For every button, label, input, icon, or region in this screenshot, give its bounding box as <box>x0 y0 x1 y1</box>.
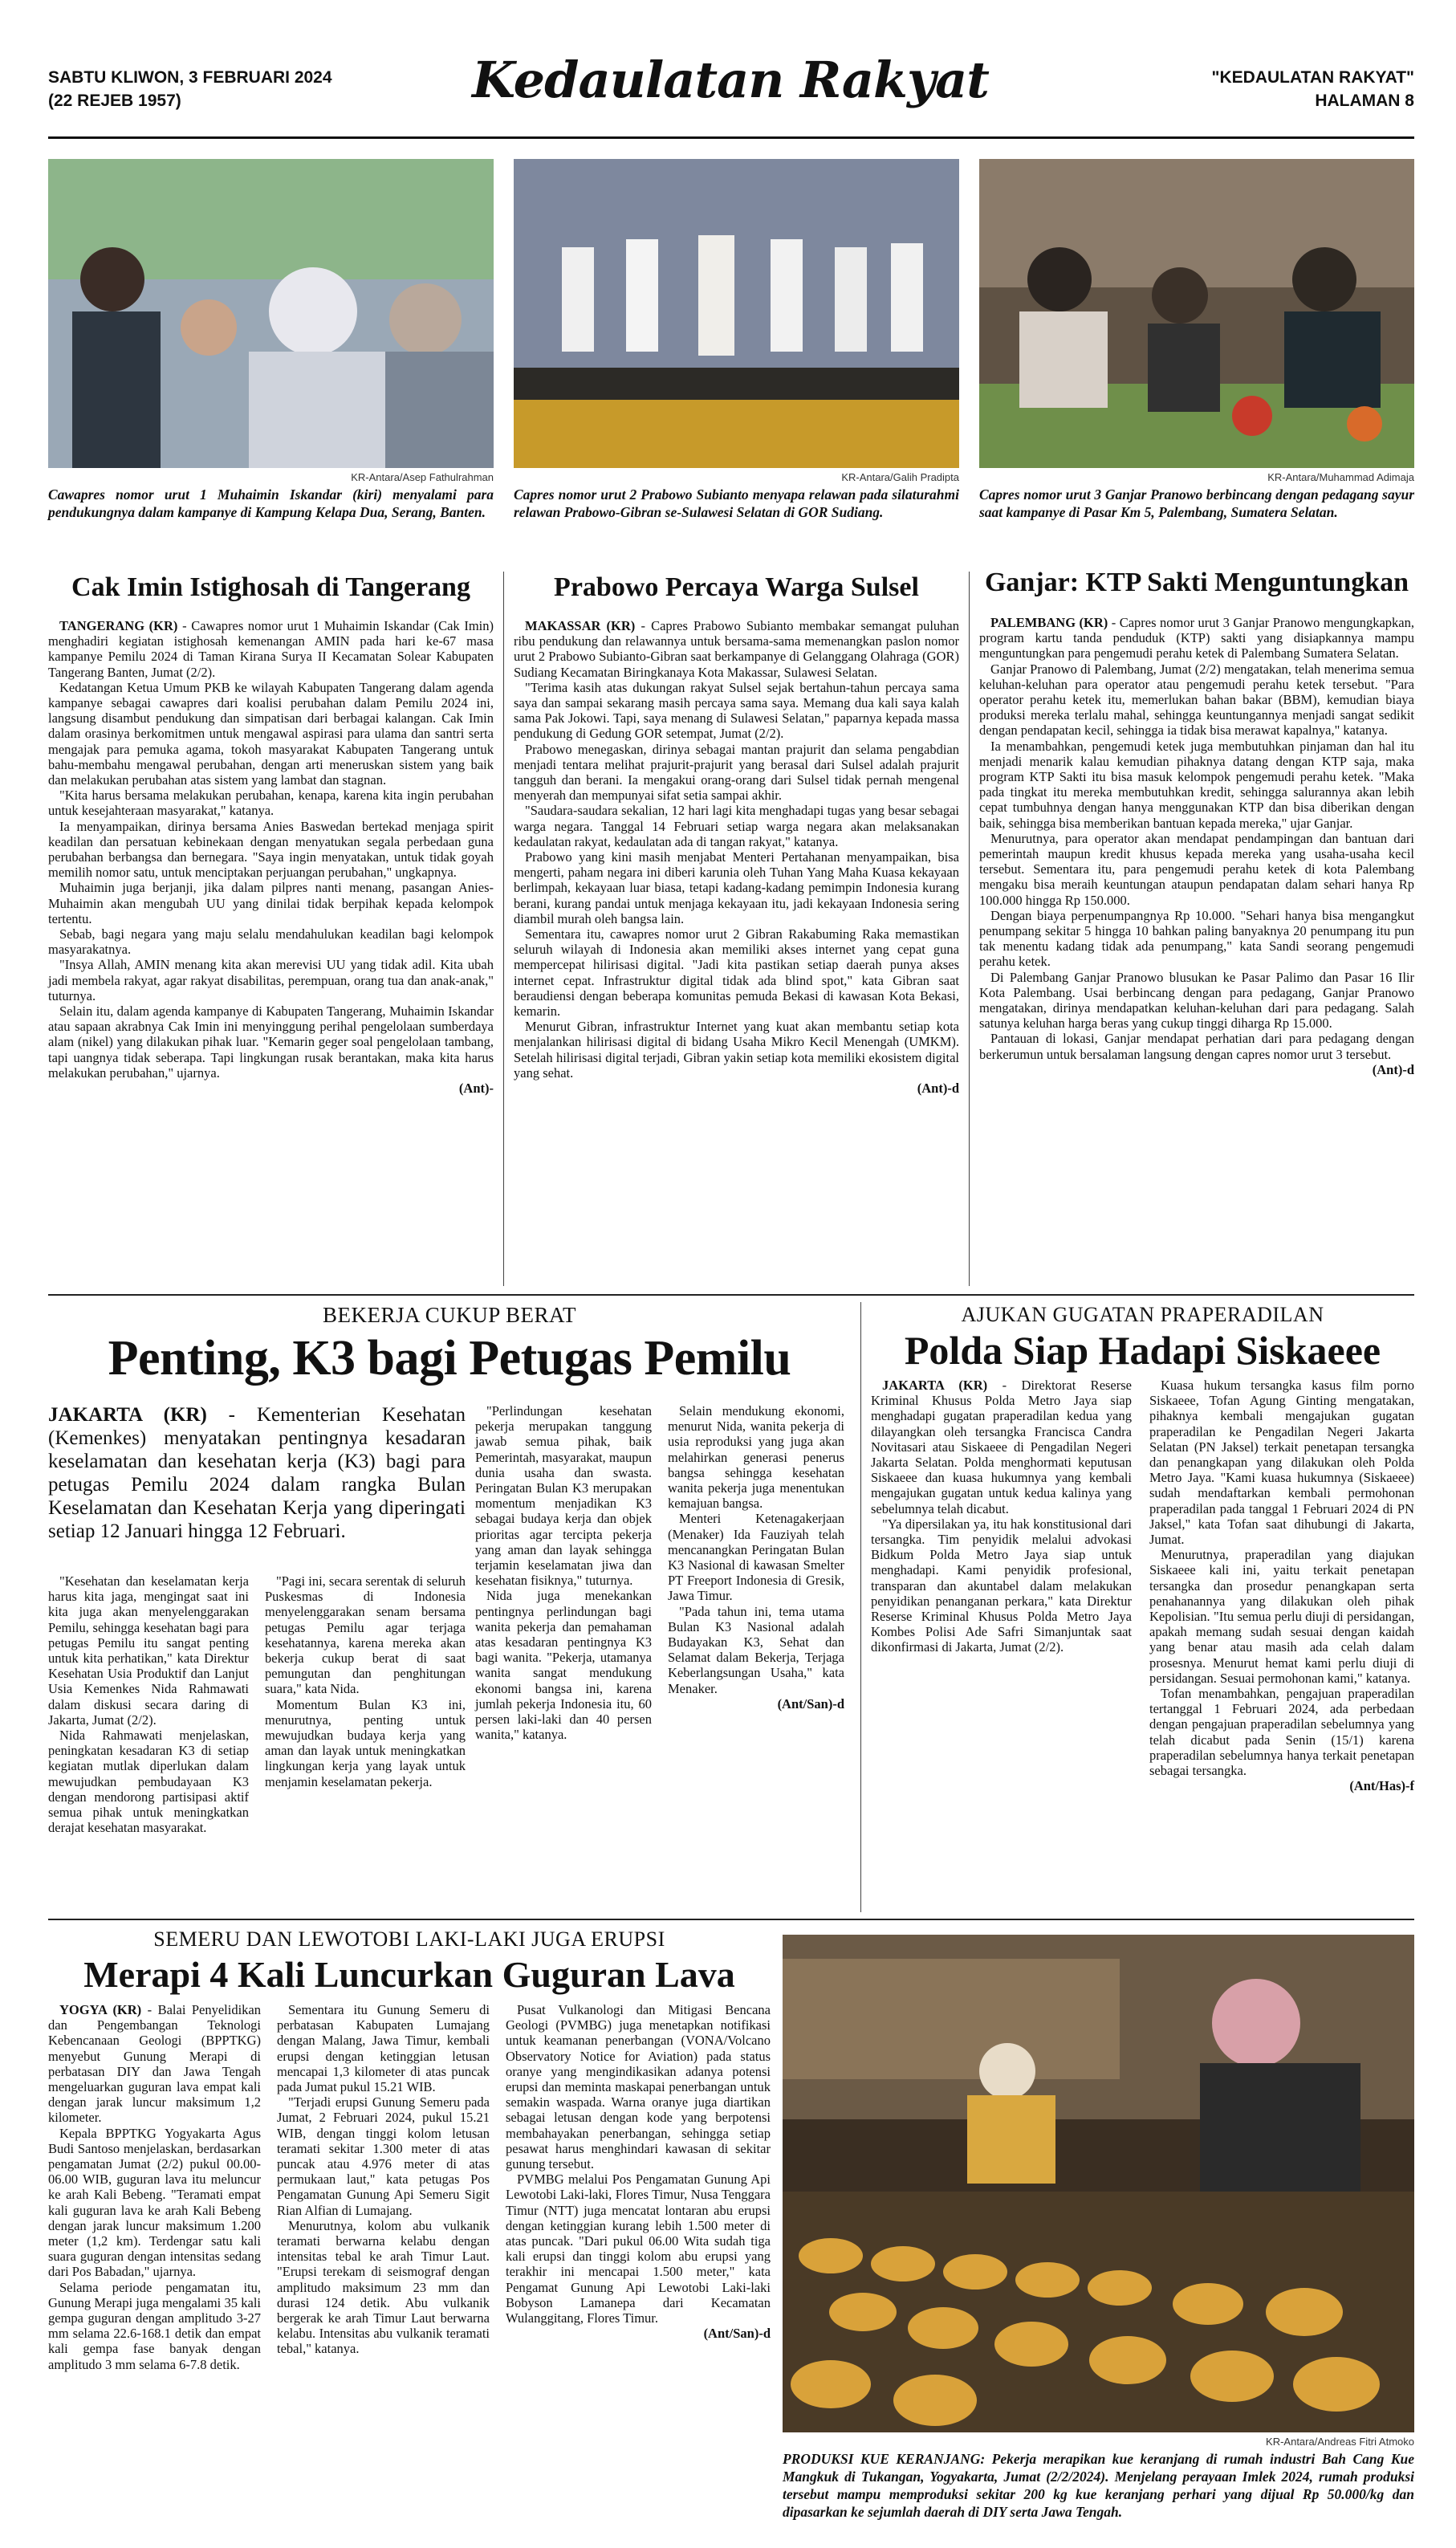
paragraph: Menurutnya, para operator akan mendapat pendampingan dan bantuan dari pemerintah maupun kredit khusus kepada mereka yang usaha-usaha kecil tersebut. Sementara itu, para pengemudi perahu ketek di kota Palembang mengaku bisa meraih keuntungan ataupun pendapatan dalam sehari hanya Rp 100.000 hingga Rp 150.000. <box>979 830 1414 908</box>
lede-text: - Kementerian Kesehatan (Kemenkes) menyatakan pentingnya kesadaran keselamatan dan kesehatan kerja (K3) bagi para petugas Pemilu 2024 dalam rangka Bulan Keselamatan dan Kesehatan Kerja yang diperingati setiap 12 Januari hingga 12 Februari. <box>48 1404 466 1542</box>
k3-col-2 <box>265 1573 466 1789</box>
paragraph: Pusat Vulkanologi dan Mitigasi Bencana Geologi (PVMBG) juga menetapkan notifikasi untuk keamanan penerbangan (VONA/Volcano Observatory Notice for Aviation) pada status oranye yang mengindikasikan adanya potensi erupsi dan meminta maskapai penerbangan untuk semakin waspada. Warna oranye juga diartikan sebagai letusan dengan kode yang berpotensi membahayakan penerbangan, sehingga setiap pesawat harus menghindari kawasan di sekitar gunung tersebut. <box>506 2002 771 2172</box>
paragraph: - Capres Prabowo Subianto membakar semangat puluhan ribu pendukung dan relawannya untuk bersama-sama memenangkan paslon nomor urut 2 Prabowo Subianto-Gibran saat berkampanye di Gelanggang Olahraga (GOR) Sudiang Kecamatan Biringkanaya Kota Makassar, Sulawesi Selatan. <box>514 618 959 680</box>
paragraph: - Capres nomor urut 3 Ganjar Pranowo mengungkapkan, program kartu tanda penduduk (KTP) sakti yang disiapkannya mampu menguntungkan para pengemudi perahu ketek di Palembang Sumatera Selatan. <box>979 615 1415 661</box>
paragraph: Sementara itu, cawapres nomor urut 2 Gibran Rakabuming Raka memastikan seluruh wilayah di Indonesia akan memiliki akses internet yang cepat guna mempercepat hilirisasi digital. "Jadi kita pastikan setiap daerah punya akses internet cepat. Infrastruktur digital tidak ada blind spot," kata Gibran saat beraudiensi dengan beberapa komunitas pemuda Bekasi di kawasan Kota Bekasi, kemarin. <box>514 926 959 1020</box>
paragraph: Momentum Bulan K3 ini, menurutnya, penting untuk mewujudkan budaya kerja yang aman dan layak untuk meningkatkan lingkungan kerja yang layak untuk menjamin keselamatan pekerja. <box>265 1696 466 1789</box>
paragraph: PVMBG melalui Pos Pengamatan Gunung Api Lewotobi Laki-laki, Flores Timur, Nusa Tenggara Timur (NTT) juga mencatat lontaran abu erupsi dengan ketinggian kurang lebih 1.500 meter di atas puncak. "Dari pukul 06.00 Wita sudah tiga kali erupsi dan tinggi kolom abu erupsi yang terakhir ini mencapai 1.500 meter," kata Pengamat Gunung Api Lewotobi Laki-laki Bobyson Lamanepa dari Kecamatan Wulanggitang, Flores Timur. <box>506 2171 771 2326</box>
photo-caption: Capres nomor urut 3 Ganjar Pranowo berbincang dengan pedagang sayur saat kampanye di Pasar Km 5, Palembang, Sumatera Selatan. <box>979 486 1414 520</box>
paragraph: Dengan biaya perpenumpangnya Rp 10.000. "Sehari hanya bisa mengangkut penumpang sekitar 5 hingga 10 bahkan paling banyaknya 20 penumpang itu pun tak menentu kadang tidak ada penumpang," kata Sandi seorang pengemudi perahu ketek. <box>979 907 1414 970</box>
dateline: MAKASSAR (KR) <box>525 618 636 633</box>
dateline: JAKARTA (KR) <box>48 1404 207 1426</box>
polda-col-2 <box>1149 1378 1414 1793</box>
paragraph: - Cawapres nomor urut 1 Muhaimin Iskandar (Cak Imin) menghadiri kegiatan istighosah kemenangan AMIN pada hari ke-67 masa kampanye Pemilu 2024 di Taman Kirana Surya II Kecamatan Solear Kabupaten Tangerang Banten, Jumat (2/2). <box>48 618 494 680</box>
bakery-image <box>783 1935 1414 2432</box>
edition-date <box>48 66 385 112</box>
paragraph: Prabowo yang kini masih menjabat Menteri Pertahanan menyampaikan, bisa mengerti, paham negara ini diberi karunia oleh Tuhan Yang Maha Kuasa kekayaan berlimpah, kekayaan luar biasa, tetapi kadang-kadang pemimpin Indonesia kurang berani, kurang pandai untuk menjaga kekayaan itu, jadi kekayaan Indonesia sering diambil murah oleh bangsa lain. <box>514 849 959 926</box>
photo-credit: KR-Antara/Muhammad Adimaja <box>1267 471 1414 483</box>
signoff: (Ant)-d <box>1372 1061 1414 1077</box>
photo-credit: KR-Antara/Asep Fathulrahman <box>351 471 494 483</box>
paragraph: - Balai Penyelidikan dan Pengembangan Teknologi Kebencanaan Geologi (BPPTKG) menyebut Gunung Merapi di perbatasan DIY dan Jawa Tengah mengeluarkan guguran lava empat kali dengan jarak luncur maksimum 1,2 kilometer. <box>48 2002 262 2126</box>
kicker-merapi: SEMERU DAN LEWOTOBI LAKI-LAKI JUGA ERUPSI <box>153 1927 665 1951</box>
paragraph: Menurutnya, praperadilan yang diajukan Siskaeee kali ini, yaitu terkait penetapan tersangka dan prosedur penangkapan serta penahanannya yang dilakukan oleh pihak Kepolisian. "Itu semua perlu diuji di persidangan, apakah memang sudah sesuai dengan kaidah yang benar atau masih ada celah dalam prosesnya. Menurut hemat kami perlu diuji di persidangan. Sesuai permohonan kami," katanya. <box>1149 1547 1414 1686</box>
paragraph: Muhaimin juga berjanji, jika dalam pilpres nanti menang, pasangan Anies-Muhaimin akan mengubah UU yang dinilai tidak berpihak kepada kelompok tertentu. <box>48 880 494 926</box>
paragraph: Kedatangan Ketua Umum PKB ke wilayah Kabupaten Tangerang dalam agenda kampanye sebagai cawapres dari koalisi perubahan dalam Pemilu 2024 ini, langsung disambut pendukung dan simpatisan dari berbagai kalangan. Cak Imin dalam orasinya berkomitmen untuk mengawal aspirasi para ulama dan santri serta mengajak para pemuka agama, tokoh masyarakat Kabupaten Tangerang untuk bahu-membahu mengawal perubahan, dengan arti meneruskan sistem yang baik dan melakukan perubahan atas sistem yang lambat dan stagnan. <box>48 679 494 788</box>
date-line: SABTU KLIWON, 3 FEBRUARI 2024 <box>48 68 332 87</box>
paragraph: Sementara itu Gunung Semeru di perbatasan Kabupaten Lumajang dengan Malang, Jawa Timur, kembali erupsi dengan ketinggian letusan mencapai 1,3 kilometer di atas puncak pada Jumat pukul 15.21 WIB. <box>277 2002 490 2095</box>
photo-kue-keranjang <box>783 1935 1414 2432</box>
dateline: TANGERANG (KR) <box>59 618 178 633</box>
paragraph: Selama periode pengamatan itu, Gunung Merapi juga mengalami 35 kali gempa guguran dengan amplitudo 3-27 mm selama 22.6-168.1 detik dan empat kali gempa fase banyak dengan amplitudo 3 mm selama 6-7.8 detik. <box>48 2279 261 2372</box>
dateline: PALEMBANG (KR) <box>990 615 1108 630</box>
page-info <box>1043 66 1414 112</box>
photo-caption: PRODUKSI KUE KERANJANG: Pekerja merapikan kue keranjang di rumah industri Bah Cang Kue Mangkuk di Tukangan, Yogyakarta, Jumat (2/2/2024). Menjelang perayaan Imlek 2024, rumah produksi tersebut mampu memproduksi sekitar 200 kg kue keranjang perhari yang dijual Rp 50.000/kg dan dipasarkan ke sejumlah daerah di DIY serta Jawa Tengah. <box>783 2451 1414 2520</box>
paragraph: Prabowo menegaskan, dirinya sebagai mantan prajurit dan selama pengabdian menjadi tentara melihat prajurit-prajurit yang berasal dari Sulsel adalah prajurit tangguh dan berani. Ia mengakui orang-orang dari Sulsel tidak pernah mengenal menyerah dan mempunyai sifat setia sampai akhir. <box>514 741 959 804</box>
k3-col-1 <box>48 1573 249 1835</box>
paragraph: - Direktorat Reserse Kriminal Khusus Polda Metro Jaya siap menghadapi gugatan praperadilan kedua yang dilayangkan oleh tersangka Francisca Candra Novitasari atau Siskaeee di Pengadilan Negeri Jakarta Selatan. Polda menghormati keputusan Siskaeee dan kuasa hukumnya yang kembali mengajukan gugatan untuk kedua kalinya yang sebelumnya telah dicabut. <box>871 1378 1132 1516</box>
signoff: (Ant/San)-d <box>777 1695 844 1712</box>
paragraph: Ganjar Pranowo di Palembang, Jumat (2/2) mengatakan, telah menerima semua keluhan-keluhan para operator atau pengemudi perahu ketek tersebut. "Para operator perahu ketek itu, memerlukan bahan bakar (BBM), kemudian biaya produksi mereka terlalu mahal, sehingga keuntungannya menjadi sangat sedikit dengan pendapatan kecil, sehingga ia tidak bisa merawat kapalnya," katanya. <box>979 661 1414 739</box>
headline-merapi: Merapi 4 Kali Luncurkan Guguran Lava <box>83 1954 735 1995</box>
kicker-k3: BEKERJA CUKUP BERAT <box>322 1303 577 1327</box>
headline-k3: Penting, K3 bagi Petugas Pemilu <box>108 1331 791 1386</box>
paragraph: Ia menyampaikan, dirinya bersama Anies Baswedan bertekad menjaga spirit keadilan dan persatuan kebinekaan dengan menyatukan segala perbedaan guna perubahan berbangsa dan bernegara. "Saya ingin menyatakan, untuk tidak goyah memilih nomor satu, untuk menciptakan perjuangan perubahan," ungkapnya. <box>48 818 494 881</box>
article-cakimin <box>48 618 494 1096</box>
photo-caption: Capres nomor urut 2 Prabowo Subianto menyapa relawan pada silaturahmi relawan Prabowo-Gibran se-Sulawesi Selatan di GOR Sudiang. <box>514 486 959 520</box>
headline-cakimin: Cak Imin Istighosah di Tangerang <box>71 572 470 602</box>
paragraph: Kepala BPPTKG Yogyakarta Agus Budi Santoso menjelaskan, berdasarkan pengamatan Jumat (2/2) pukul 00.00-06.00 WIB, guguran lava itu meluncur ke arah Kali Bebeng. "Teramati empat kali guguran lava ke arah Kali Bebeng dengan jarak luncur maksimum 1.200 meter (1,2 km). Terdengar satu kali suara guguran dengan intensitas sedang dari Pos Babadan," ujarnya. <box>48 2125 261 2280</box>
photo-credit: KR-Antara/Galih Pradipta <box>841 471 959 483</box>
section-rule <box>48 1294 1414 1296</box>
dateline: YOGYA (KR) <box>59 2002 142 2017</box>
paragraph: Nida juga menekankan pentingnya perlindungan bagi wanita pekerja dan pemahaman atas kesadaran pentingnya K3 bagi wanita. "Pekerja, utamanya wanita sangat mendukung ekonomi bangsa ini, karena jumlah pekerja Indonesia itu, 60 persen laki-laki dan 40 persen wanita," katanya. <box>475 1588 652 1743</box>
merapi-col-1 <box>48 2002 261 2372</box>
headline-polda: Polda Siap Hadapi Siskaeee <box>904 1328 1381 1373</box>
paragraph: "Terjadi erupsi Gunung Semeru pada Jumat, 2 Februari 2024, pukul 15.21 WIB, dengan tinggi kolom letusan teramati sekitar 1.300 meter di atas puncak atau 4.976 meter di atas permukaan laut," kata petugas Pos Pengamatan Gunung Api Semeru Sigit Rian Alfian di Lumajang. <box>277 2094 490 2218</box>
paragraph: Sebab, bagi negara yang maju selalu mendahulukan keadilan bagi kelompok masyarakatnya. <box>48 926 494 958</box>
lede-k3 <box>48 1403 466 1543</box>
photo-credit: KR-Antara/Andreas Fitri Atmoko <box>1266 2436 1414 2448</box>
article-ganjar <box>979 615 1414 1077</box>
headline-ganjar: Ganjar: KTP Sakti Menguntungkan <box>984 568 1409 597</box>
paragraph: Selain itu, dalam agenda kampanye di Kabupaten Tangerang, Muhaimin Iskandar atau sapaan akrabnya Cak Imin ini menyinggung perihal pengelolaan sumberdaya alam (nikel) yang dilakukan pihak luar. "Kemarin geger soal pengelolaan tambang, tapi uangnya tidak seberapa. Tapi lingkungan rusak berantakan, maka kita harus melakukan perubahan," ujarnya. <box>48 1003 494 1081</box>
market-image <box>979 159 1414 468</box>
signoff: (Ant)- <box>458 1081 494 1097</box>
photo-muhaimin <box>48 159 494 468</box>
paragraph: "Pada tahun ini, tema utama Bulan K3 Nasional adalah Budayakan K3, Sehat dan Selamat dalam Bekerja, Terjaga Keberlangsungan Usaha," kata Menaker. <box>668 1603 844 1696</box>
kicker-polda: AJUKAN GUGATAN PRAPERADILAN <box>961 1303 1324 1326</box>
merapi-col-2 <box>277 2002 490 2357</box>
article-prabowo <box>514 618 959 1096</box>
headline-prabowo: Prabowo Percaya Warga Sulsel <box>554 572 919 602</box>
paragraph: "Kita harus bersama melakukan perubahan, kenapa, karena kita ingin perubahan untuk kesejahteraan masyarakat," katanya. <box>48 788 494 819</box>
k3-col-4 <box>668 1403 844 1712</box>
masthead-logo: Kedaulatan Rakyat <box>472 51 989 109</box>
paragraph: "Ya dipersilakan ya, itu hak konstitusional dari tersangka. Tim penyidik melalui advokasi Bidkum Polda Metro Jaya siap untuk menghadapi. Kami penyidik profesional, transparan dan akuntabel dalam melakukan penyidikan penanganan perkara," kata Direktur Reserse Kriminal Khusus Polda Metro Jaya Kombes Polisi Ade Safri Simanjuntak saat dikonfirmasi di Jakarta, Jumat (2/2). <box>871 1516 1132 1655</box>
photo-ganjar <box>979 159 1414 468</box>
paragraph: Menurutnya, kolom abu vulkanik teramati berwarna kelabu dengan intensitas tebal ke arah Timur Laut. "Erupsi terekam di seismograf dengan amplitudo maksimum 23 mm dan durasi 124 detik. Abu vulkanik bergerak ke arah Timur Laut berwarna kelabu. Intensitas abu vulkanik teramati tebal," katanya. <box>277 2217 490 2357</box>
paragraph: "Insya Allah, AMIN menang kita akan merevisi UU yang tidak adil. Kita ubah jadi membela rakyat, agar rakyat disabilitas, perempuan, orang tua dan anak-anak," tuturnya. <box>48 957 494 1003</box>
column-divider <box>503 572 504 1286</box>
column-divider <box>860 1302 861 1912</box>
page-number: HALAMAN 8 <box>1315 92 1414 110</box>
photo-caption: Cawapres nomor urut 1 Muhaimin Iskandar (kiri) menyalami para pendukungnya dalam kampanye di Kampung Kelapa Dua, Serang, Banten. <box>48 486 494 520</box>
paragraph: Di Palembang Ganjar Pranowo blusukan ke Pasar Palimo dan Pasar 16 Ilir Kota Palembang. Usai berbincang dengan para pedagang, Ganjar Pranowo mengatakan, dirinya mendapatkan keluhan-keluhan dari para pedagang. Salah satunya keluhan harga beras yang cukup tinggi diharga Rp 15.000. <box>979 969 1414 1032</box>
section-rule <box>48 1919 1414 1920</box>
dateline: JAKARTA (KR) <box>882 1378 988 1393</box>
hijri-date: (22 REJEB 1957) <box>48 92 181 110</box>
crowd-image <box>48 159 494 468</box>
paragraph: "Pagi ini, secara serentak di seluruh Puskesmas di Indonesia menyelenggarakan senam bersama petugas Pemilu agar terjaga kesehatannya, karena mereka akan bekerja cukup berat di saat pemungutan dan penghitungan suara," kata Nida. <box>265 1573 466 1697</box>
paragraph: Selain mendukung ekonomi, menurut Nida, wanita pekerja di usia reproduksi yang juga akan melahirkan generasi penerus bangsa sehingga kesehatan wanita pekerja juga menentukan kemajuan bangsa. <box>668 1403 844 1512</box>
paragraph: Pantauan di lokasi, Ganjar mendapat perhatian dari para pedagang dengan berkerumun untuk bersalaman langsung dengan capres nomor urut 3 tersebut. <box>979 1031 1414 1062</box>
signoff: (Ant)-d <box>917 1081 959 1097</box>
paragraph: Menteri Ketenagakerjaan (Menaker) Ida Fauziyah telah mencanangkan Peringatan Bulan K3 Nasional di kawasan Smelter PT Freeport Indonesia di Gresik, Jawa Timur. <box>668 1511 844 1604</box>
photo-prabowo <box>514 159 959 468</box>
paragraph: Kuasa hukum tersangka kasus film porno Siskaeee, Tofan Agung Ginting mengatakan, pihaknya kembali mengajukan gugatan praperadilan ke Pengadilan Negeri Jakarta Selatan (PN Jaksel) terkait penetapan tersangka dan penangkapan yang dilakukan oleh Polda Metro Jaya. "Kami kuasa hukumnya (Siskaeee) sudah mendaftarkan kembali permohonan praperadilan pada tanggal 1 Februari 2024 di PN Jaksel," kata Tofan saat dihubungi di Jakarta, Jumat. <box>1149 1378 1414 1548</box>
paragraph: Menurut Gibran, infrastruktur Internet yang kuat akan membantu setiap kota menjalankan hilirisasi digital di bidang Usaha Mikro Kecil Menengah (UMKM). Setelah hilirisasi digital terjadi, Gibran yakin setiap kota memiliki ekosistem digital yang sehat. <box>514 1019 959 1081</box>
header-rule <box>48 136 1414 139</box>
paragraph: Nida Rahmawati menjelaskan, peningkatan kesadaran K3 di setiap kegiatan mutlak diperlukan dalam mewujudkan pembudayaan K3 dengan mendorong partisipasi aktif semua pihak untuk meningkatkan derajat kesehatan masyarakat. <box>48 1728 249 1836</box>
signoff: (Ant/San)-d <box>703 2326 771 2342</box>
column-divider <box>969 572 970 1286</box>
paragraph: "Perlindungan kesehatan pekerja merupakan tanggung jawab semua pihak, baik Pemerintah, masyarakat, maupun dunia usaha dan swasta. Peringatan Bulan K3 merupakan momentum menjadikan K3 sebagai budaya kerja dan objek prioritas agar tercipta pekerja yang aman dan layak sehingga terjamin keselamatan jiwa dan kesehatan fisiknya," tuturnya. <box>475 1403 652 1589</box>
polda-col-1 <box>871 1378 1132 1655</box>
signoff: (Ant/Has)-f <box>1349 1778 1414 1794</box>
merapi-col-3 <box>506 2002 771 2341</box>
paragraph: Tofan menambahkan, pengajuan praperadilan tertanggal 1 Februari 2024, ada perbedaan dengan pengajuan praperadilan sebelumnya yang telah dicabut pada Senin (15/1) karena praperadilan sebelumnya hanya terkait penetapan sebagai tersangka. <box>1149 1686 1414 1779</box>
paragraph: "Terima kasih atas dukungan rakyat Sulsel sejak bertahun-tahun percaya sama saya dan sampai sekarang masih percaya sama saya. Memang dua kali saya kalah sama Pak Jokowi. Tapi, saya menang di Sulawesi Selatan," paparnya kepada massa pendukung di Gedung GOR setempat, Jumat (2/2). <box>514 679 959 742</box>
rally-image <box>514 159 959 468</box>
paragraph: Ia menambahkan, pengemudi ketek juga membutuhkan pinjaman dan hal itu menjadi menarik kalau kemudian pihaknya datang dengan KTP saja, maka program KTP Sakti itu bisa masuk kelompok pengemudi perahu ketek. "Maka pada tingkat itu mereka membutuhkan kredit, sehingga salurannya akan lebih cepat tumbuhnya dengan hanya menggunakan KTP dan bisa diberikan dengan baik, sehingga bisa memberikan bantuan kepada mereka," ujar Ganjar. <box>979 738 1414 831</box>
k3-col-3 <box>475 1403 652 1742</box>
paragraph: "Kesehatan dan keselamatan kerja harus kita jaga, mengingat saat ini kita juga akan menyelenggarakan Pemilu, sehingga kesehatan bagi para petugas Pemilu itu sangat penting untuk kita perhatikan," kata Direktur Kesehatan Usia Produktif dan Lanjut Usia Kemenkes Nida Rahmawati dalam diskusi secara daring di Jakarta, Jumat (2/2). <box>48 1573 249 1728</box>
section-name: "KEDAULATAN RAKYAT" <box>1211 68 1414 87</box>
paragraph: "Saudara-saudara sekalian, 12 hari lagi kita menghadapi tugas yang besar sebagai warga negara. Tanggal 14 Februari setiap warga negara akan melaksanakan kedaulatan rakyat, kedaulatan ada di tangan rakyat," katanya. <box>514 803 959 849</box>
